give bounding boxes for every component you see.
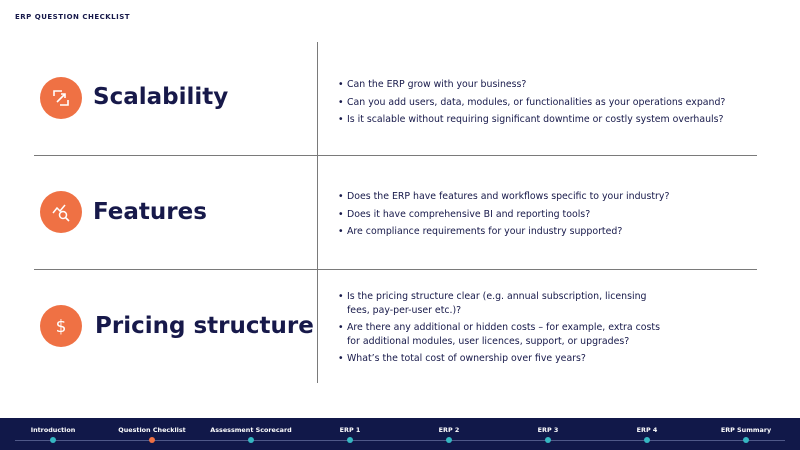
nav-item-erp-2[interactable] — [394, 418, 504, 450]
nav-dot — [644, 437, 650, 443]
nav-item-question-checklist[interactable] — [97, 418, 207, 450]
page-header-label: ERP QUESTION CHECKLIST — [15, 13, 131, 21]
nav-dot — [743, 437, 749, 443]
row-divider — [34, 155, 757, 156]
nav-item-label: Introduction — [30, 426, 76, 434]
section-title: Pricing structure — [95, 313, 314, 339]
nav-item-label: ERP 4 — [636, 426, 658, 434]
svg-text:$: $ — [55, 317, 67, 337]
section-title: Scalability — [93, 84, 229, 110]
row-divider — [34, 269, 757, 270]
nav-dot-active — [149, 437, 155, 443]
nav-item-label: ERP 3 — [537, 426, 559, 434]
nav-dot — [50, 437, 56, 443]
nav-item-erp-4[interactable] — [592, 418, 702, 450]
bullet-list — [338, 190, 738, 243]
nav-item-label: Assessment Scorecard — [210, 426, 292, 434]
bullet-list — [338, 290, 668, 370]
bullet-item: • Can the ERP grow with your business? — [338, 78, 738, 92]
nav-dot — [446, 437, 452, 443]
section-title: Features — [93, 199, 207, 225]
bullet-item: • What’s the total cost of ownership over five years? — [338, 352, 668, 366]
bottom-navigation — [0, 418, 800, 450]
nav-item-erp-3[interactable] — [493, 418, 603, 450]
bullet-item: • Does it have comprehensive BI and reporting tools? — [338, 208, 738, 222]
nav-item-label: Question Checklist — [118, 426, 186, 434]
bullet-item: • Does the ERP have features and workflows specific to your industry? — [338, 190, 738, 204]
nav-dot — [347, 437, 353, 443]
nav-item-label: ERP 1 — [339, 426, 361, 434]
nav-dot — [545, 437, 551, 443]
dollar-icon — [40, 305, 82, 347]
nav-item-erp-summary[interactable] — [691, 418, 800, 450]
bullet-item: • Can you add users, data, modules, or functionalities as your operations expand? — [338, 96, 738, 110]
nav-item-erp-1[interactable] — [295, 418, 405, 450]
bullet-item: • Is it scalable without requiring significant downtime or costly system overhauls? — [338, 113, 738, 127]
bullet-list — [338, 78, 738, 131]
vertical-divider — [317, 42, 318, 383]
expand-arrow-icon — [40, 77, 82, 119]
nav-item-assessment-scorecard[interactable] — [196, 418, 306, 450]
bullet-item: • Are there any additional or hidden costs – for example, extra costs for additional modules, user licences, support, or upgrades? — [338, 321, 668, 348]
bullet-item: • Is the pricing structure clear (e.g. annual subscription, licensing fees, pay-per-user etc.)? — [338, 290, 668, 317]
nav-item-label: ERP Summary — [720, 426, 772, 434]
bullet-item: • Are compliance requirements for your industry supported? — [338, 225, 738, 239]
nav-item-label: ERP 2 — [438, 426, 460, 434]
nav-item-introduction[interactable] — [0, 418, 108, 450]
chart-search-icon — [40, 191, 82, 233]
nav-dot — [248, 437, 254, 443]
